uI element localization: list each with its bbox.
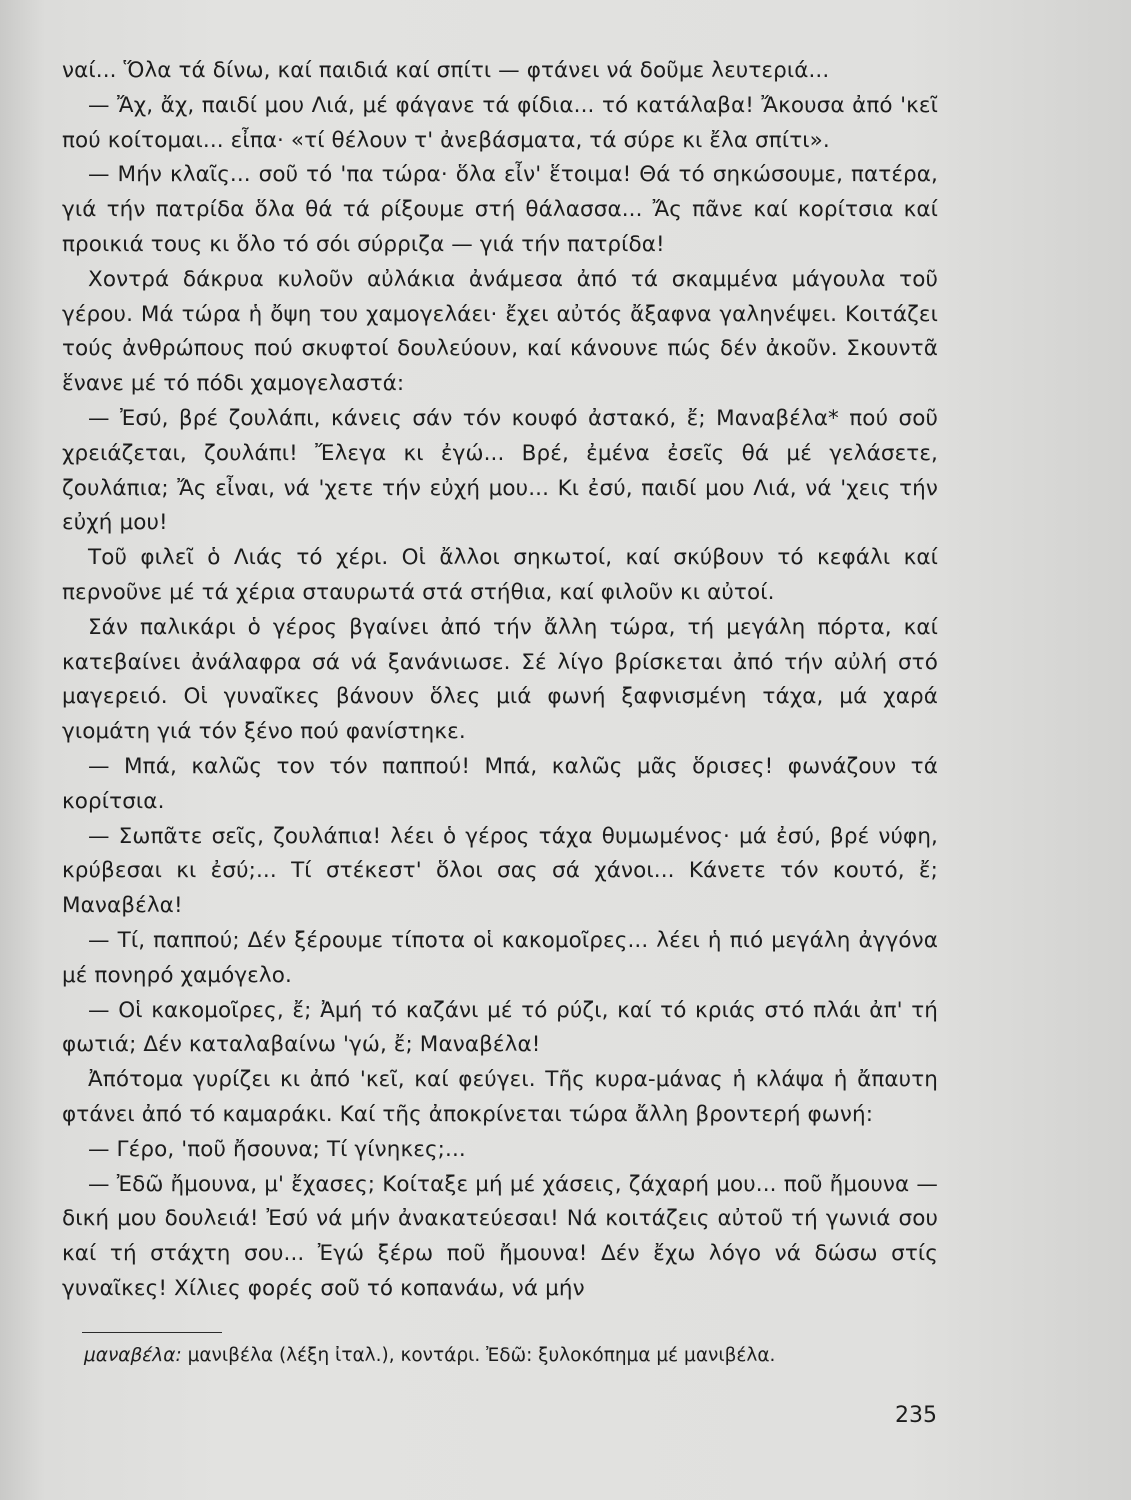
- paragraph: — Γέρο, 'ποῦ ἤσουνα; Τί γίνηκες;...: [88, 1136, 466, 1162]
- body-text: [62, 54, 938, 1307]
- page-number: 235: [895, 1403, 937, 1428]
- paragraph: — Τί, παππού; Δέν ξέρουμε τίποτα οἱ κακομοῖρες... λέει ἡ πιό μεγάλη ἀγγόνα μέ πονηρό χαμόγελο.: [62, 927, 938, 988]
- paragraph: — Μπά, καλῶς τον τόν παππού! Μπά, καλῶς μᾶς ὅρισες! φωνάζουν τά κορίτσια.: [62, 753, 938, 814]
- paragraph: — Ἐδῶ ἤμουνα, μ' ἔχασες; Κοίταξε μή μέ χάσεις, ζάχαρή μου... ποῦ ἤμουνα — δική μου δουλειά! Ἐσύ νά μήν ἀνακατεύεσαι! Νά κοιτάζεις αὐτοῦ τή γωνιά σου καί τή στάχτη σου... Ἐγώ ξέρω ποῦ ἤμουνα! Δέν ἔχω λόγο νά δώσω στίς γυναῖκες! Χίλιες φορές σοῦ τό κοπανάω, νά μήν: [62, 1171, 938, 1301]
- paragraph: — Ἐσύ, βρέ ζουλάπι, κάνεις σάν τόν κουφό ἀστακό, ἔ; Μαναβέλα* πού σοῦ χρειάζεται, ζουλάπι! Ἔλεγα κι ἐγώ... Βρέ, ἐμένα ἐσεῖς θά μέ γελάσετε, ζουλάπια; Ἄς εἶναι, νά 'χετε τήν εὐχή μου... Κι ἐσύ, παιδί μου Λιά, νά 'χεις τήν εὐχή μου!: [62, 405, 938, 536]
- paragraph: Τοῦ φιλεῖ ὁ Λιάς τό χέρι. Οἱ ἄλλοι σηκωτοί, καί σκύβουν τό κεφάλι καί περνοῦνε μέ τά χέρια σταυρωτά στά στήθια, καί φιλοῦν κι αὐτοί.: [62, 545, 938, 605]
- paragraph: — Σωπᾶτε σεῖς, ζουλάπια! λέει ὁ γέρος τάχα θυμωμένος· μά ἐσύ, βρέ νύφη, κρύβεσαι κι ἐσύ;... Τί στέκεστ' ὅλοι σας σά χάνοι... Κάνετε τόν κουτό, ἔ; Μαναβέλα!: [62, 823, 938, 919]
- paragraph: — Μήν κλαῖς... σοῦ τό 'πα τώρα· ὅλα εἶν' ἕτοιμα! Θά τό σηκώσουμε, πατέρα, γιά τήν πατρίδα ὅλα θά τά ρίξουμε στή θάλασσα... Ἄς πᾶνε καί κορίτσια καί προικιά τους κι ὅλο τό σόι σύρριζα — γιά τήν πατρίδα!: [62, 162, 938, 257]
- paragraph: Ἀπότομα γυρίζει κι ἀπό 'κεῖ, καί φεύγει. Τῆς κυρα-μάνας ἡ κλάψα ἡ ἄπαυτη φτάνει ἀπό τό καμαράκι. Καί τῆς ἀποκρίνεται τώρα ἄλλη βροντερή φωνή:: [62, 1067, 938, 1127]
- footnote-term: μαναβέλα:: [84, 1345, 182, 1366]
- paragraph: — Οἱ κακομοῖρες, ἔ; Ἀμή τό καζάνι μέ τό ρύζι, καί τό κριάς στό πλάι ἀπ' τή φωτιά; Δέν καταλαβαίνω 'γώ, ἔ; Μαναβέλα!: [62, 997, 938, 1058]
- paragraph: Χοντρά δάκρυα κυλοῦν αὐλάκια ἀνάμεσα ἀπό τά σκαμμένα μάγουλα τοῦ γέρου. Μά τώρα ἡ ὄψη του χαμογελάει· ἔχει αὐτός ἄξαφνα γαληνέψει. Κοιτάζει τούς ἀνθρώπους πού σκυφτοί δουλεύουν, καί κάνουνε πώς δέν ἀκοῦν. Σκουντᾶ ἕνανε μέ τό πόδι χαμογελαστά:: [62, 266, 938, 397]
- paragraph: Σάν παλικάρι ὁ γέρος βγαίνει ἀπό τήν ἄλλη τώρα, τή μεγάλη πόρτα, καί κατεβαίνει ἀνάλαφρα σά νά ξανάνιωσε. Σέ λίγο βρίσκεται ἀπό τήν αὐλή στό μαγερειό. Οἱ γυναῖκες βάνουν ὅλες μιά φωνή ξαφνισμένη τάχα, μά χαρά γιομάτη γιά τόν ξένο πού φανίστηκε.: [62, 614, 938, 745]
- paragraph: — Ἄχ, ἄχ, παιδί μου Λιά, μέ φάγανε τά φίδια... τό κατάλαβα! Ἄκουσα ἀπό 'κεῖ πού κοίτομαι... εἶπα· «τί θέλουν τ' ἀνεβάσματα, τά σύρε κι ἔλα σπίτι».: [62, 92, 938, 153]
- footnote-divider: [82, 1332, 222, 1333]
- footnote-definition: μανιβέλα (λέξη ἰταλ.), κοντάρι. Ἐδῶ: ξυλοκόπημα μέ μανιβέλα.: [187, 1345, 776, 1366]
- footnote: [84, 1343, 944, 1369]
- paragraph: ναί... Ὅλα τά δίνω, καί παιδιά καί σπίτι — φτάνει νά δοῦμε λευτεριά...: [62, 58, 830, 83]
